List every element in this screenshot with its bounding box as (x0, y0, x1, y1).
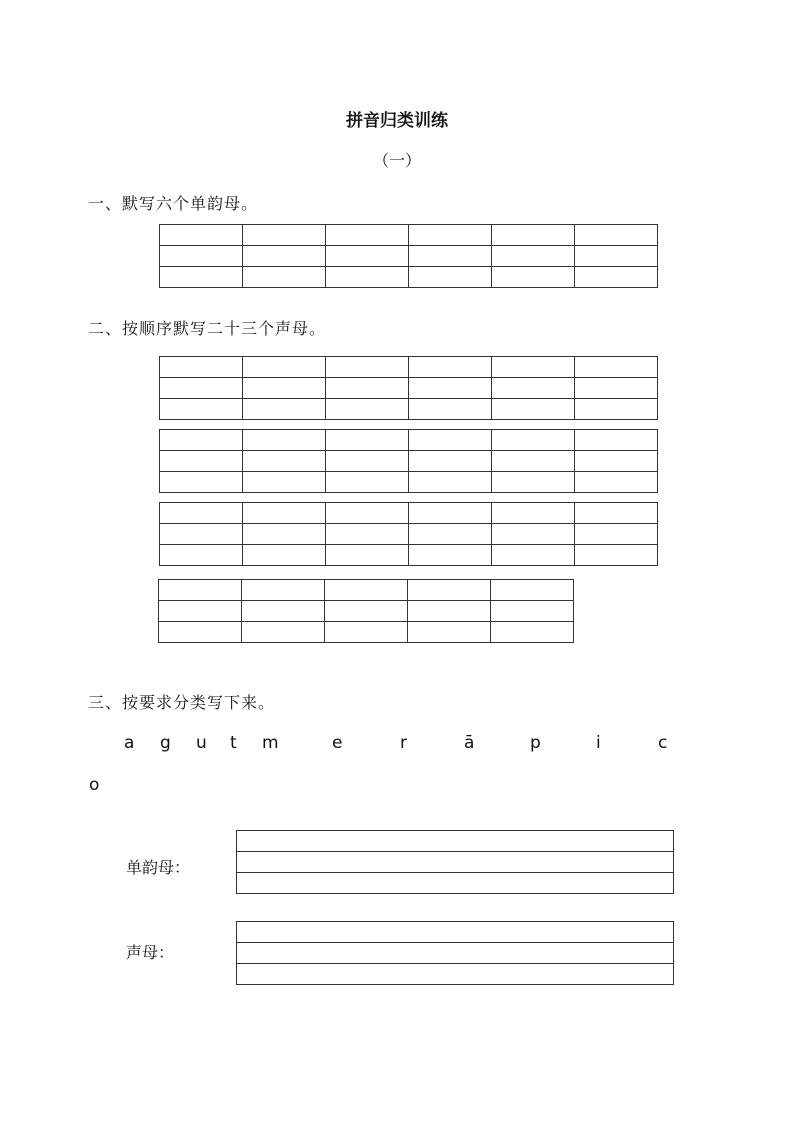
grid-cell[interactable] (326, 524, 409, 545)
grid-cell[interactable] (243, 225, 326, 246)
grid-cell[interactable] (575, 524, 658, 545)
grid-cell[interactable] (492, 399, 575, 420)
grid-cell[interactable] (409, 399, 492, 420)
grid-cell[interactable] (409, 503, 492, 524)
grid-cell[interactable] (492, 503, 575, 524)
grid-cell[interactable] (325, 622, 408, 643)
grid-cell[interactable] (326, 430, 409, 451)
grid-cell[interactable] (491, 622, 574, 643)
letter-item: a (124, 733, 135, 753)
grid-cell[interactable] (492, 524, 575, 545)
letter-item: p (530, 733, 541, 753)
grid-cell[interactable] (160, 357, 243, 378)
vowel-answer-box (236, 830, 674, 894)
grid-cell[interactable] (409, 246, 492, 267)
letter-item: t (230, 733, 237, 753)
letter-item: i (596, 733, 601, 753)
grid-cell[interactable] (326, 246, 409, 267)
vowel-category-label: 单韵母： (126, 858, 191, 877)
grid-cell[interactable] (408, 580, 491, 601)
answer-line[interactable] (237, 964, 674, 985)
initials-writing-grid-3 (159, 502, 658, 566)
grid-cell[interactable] (160, 399, 243, 420)
initials-writing-grid-2 (159, 429, 658, 493)
answer-line[interactable] (237, 852, 674, 873)
grid-cell[interactable] (160, 524, 243, 545)
grid-cell[interactable] (243, 524, 326, 545)
grid-cell[interactable] (575, 503, 658, 524)
grid-cell[interactable] (409, 430, 492, 451)
grid-cell[interactable] (243, 378, 326, 399)
grid-cell[interactable] (326, 357, 409, 378)
grid-cell[interactable] (491, 601, 574, 622)
letter-item: o (89, 775, 100, 795)
grid-cell[interactable] (492, 545, 575, 566)
grid-cell[interactable] (160, 472, 243, 493)
grid-cell[interactable] (492, 225, 575, 246)
grid-cell[interactable] (242, 601, 325, 622)
grid-cell[interactable] (409, 357, 492, 378)
grid-cell[interactable] (326, 378, 409, 399)
grid-cell[interactable] (159, 622, 242, 643)
grid-cell[interactable] (492, 451, 575, 472)
grid-cell[interactable] (325, 580, 408, 601)
grid-cell[interactable] (408, 622, 491, 643)
grid-cell[interactable] (408, 601, 491, 622)
grid-cell[interactable] (575, 399, 658, 420)
section-1-prompt: 一、默写六个单韵母。 (88, 194, 259, 213)
grid-cell[interactable] (575, 225, 658, 246)
grid-cell[interactable] (575, 430, 658, 451)
grid-cell[interactable] (160, 267, 243, 288)
grid-cell[interactable] (160, 378, 243, 399)
grid-cell[interactable] (326, 225, 409, 246)
grid-cell[interactable] (492, 246, 575, 267)
grid-cell[interactable] (409, 378, 492, 399)
grid-cell[interactable] (243, 503, 326, 524)
grid-cell[interactable] (160, 451, 243, 472)
grid-cell[interactable] (243, 357, 326, 378)
grid-cell[interactable] (160, 225, 243, 246)
grid-cell[interactable] (160, 246, 243, 267)
letter-item: u (196, 733, 207, 753)
grid-cell[interactable] (243, 430, 326, 451)
grid-cell[interactable] (492, 267, 575, 288)
grid-cell[interactable] (326, 503, 409, 524)
initial-category-label: 声母： (126, 943, 175, 962)
grid-cell[interactable] (409, 225, 492, 246)
letter-item: c (658, 733, 668, 753)
page-subtitle: （一） (372, 151, 421, 170)
grid-cell[interactable] (160, 430, 243, 451)
grid-cell[interactable] (326, 472, 409, 493)
answer-line[interactable] (237, 922, 674, 943)
grid-cell[interactable] (243, 246, 326, 267)
grid-cell[interactable] (325, 601, 408, 622)
initials-writing-grid-1 (159, 356, 658, 420)
grid-cell[interactable] (326, 545, 409, 566)
grid-cell[interactable] (575, 246, 658, 267)
grid-cell[interactable] (575, 472, 658, 493)
grid-cell[interactable] (409, 545, 492, 566)
grid-cell[interactable] (160, 545, 243, 566)
grid-cell[interactable] (409, 451, 492, 472)
grid-cell[interactable] (409, 472, 492, 493)
grid-cell[interactable] (575, 378, 658, 399)
grid-cell[interactable] (575, 357, 658, 378)
grid-cell[interactable] (491, 580, 574, 601)
grid-cell[interactable] (242, 622, 325, 643)
grid-cell[interactable] (243, 451, 326, 472)
letter-item: m (262, 733, 279, 753)
grid-cell[interactable] (159, 601, 242, 622)
grid-cell[interactable] (243, 545, 326, 566)
grid-cell[interactable] (492, 472, 575, 493)
grid-cell[interactable] (492, 357, 575, 378)
initial-answer-box (236, 921, 674, 985)
answer-line[interactable] (237, 873, 674, 894)
letter-item: g (160, 733, 171, 753)
grid-cell[interactable] (243, 399, 326, 420)
grid-cell[interactable] (409, 267, 492, 288)
grid-cell[interactable] (409, 524, 492, 545)
vowel-writing-grid (159, 224, 658, 288)
grid-cell[interactable] (243, 267, 326, 288)
answer-line[interactable] (237, 943, 674, 964)
grid-cell[interactable] (159, 580, 242, 601)
grid-cell[interactable] (160, 503, 243, 524)
page-title: 拼音归类训练 (346, 111, 448, 131)
grid-cell[interactable] (326, 451, 409, 472)
grid-cell[interactable] (575, 545, 658, 566)
letter-item: r (400, 733, 407, 753)
grid-cell[interactable] (575, 451, 658, 472)
letter-item: ā (464, 733, 475, 753)
grid-cell[interactable] (326, 267, 409, 288)
grid-cell[interactable] (242, 580, 325, 601)
letter-item: e (332, 733, 343, 753)
initials-writing-grid-4 (158, 579, 574, 643)
grid-cell[interactable] (575, 267, 658, 288)
grid-cell[interactable] (492, 430, 575, 451)
grid-cell[interactable] (492, 378, 575, 399)
section-3-prompt: 三、按要求分类写下来。 (88, 693, 276, 712)
grid-cell[interactable] (326, 399, 409, 420)
section-2-prompt: 二、按顺序默写二十三个声母。 (88, 319, 327, 338)
answer-line[interactable] (237, 831, 674, 852)
grid-cell[interactable] (243, 472, 326, 493)
